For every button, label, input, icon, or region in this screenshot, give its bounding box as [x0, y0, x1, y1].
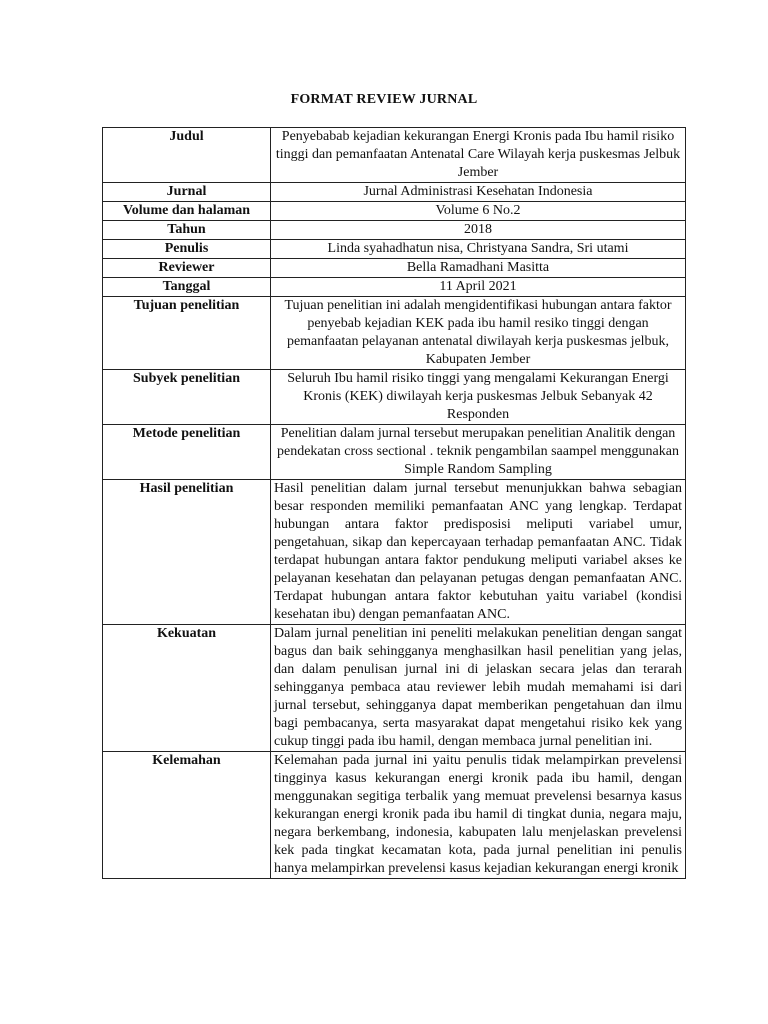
- row-value: Penelitian dalam jurnal tersebut merupakan penelitian Analitik dengan pendekatan cross sectional . teknik pengambilan saampel menggunakan Simple Random Sampling: [271, 425, 686, 480]
- table-row-judul: [103, 128, 686, 183]
- table-row-kekuatan: [103, 625, 686, 752]
- row-label: Reviewer: [103, 259, 271, 278]
- row-label: Subyek penelitian: [103, 370, 271, 425]
- row-value: Penyebabab kejadian kekurangan Energi Kronis pada Ibu hamil risiko tinggi dan pemanfaatan Antenatal Care Wilayah kerja puskesmas Jelbuk Jember: [271, 128, 686, 183]
- table-row-tanggal: [103, 278, 686, 297]
- row-value: Hasil penelitian dalam jurnal tersebut menunjukkan bahwa sebagian besar responden memiliki pemanfaatan ANC yang lengkap. Terdapat hubungan antara faktor predisposisi meliputi variabel umur, pengetahuan, sikap dan kepercayaan terhadap pemanfaatan ANC. Tidak terdapat hubungan antara faktor pendukung meliputi variabel akses ke pelayanan kesehatan dan pelayanan petugas dengan pemanfaatan ANC. Terdapat hubungan antara faktor kebutuhan yaitu variabel (kondisi kesehatan ibu) dengan pemanfaatan ANC.: [271, 480, 686, 625]
- row-label: Kelemahan: [103, 752, 271, 879]
- table-row-volume: [103, 202, 686, 221]
- row-label: Hasil penelitian: [103, 480, 271, 625]
- row-label: Judul: [103, 128, 271, 183]
- row-value: Dalam jurnal penelitian ini peneliti melakukan penelitian dengan sangat bagus dan baik sehingganya menghasilkan hasil penelitian yang jelas, dan dalam penulisan jurnal ini di jelaskan secara jelas dan terarah sehingganya pembaca atau reviewer lebih mudah memahami isi dari jurnal tersebut, sehingganya dapat memberikan pengetahuan dan ilmu bagi pembacanya, serta masyarakat dapat mengetahui risiko kek yang cukup tinggi pada ibu hamil, dengan membaca jurnal penelitian ini.: [271, 625, 686, 752]
- row-value: Volume 6 No.2: [271, 202, 686, 221]
- table-row-subyek: [103, 370, 686, 425]
- row-label: Volume dan halaman: [103, 202, 271, 221]
- row-value: Jurnal Administrasi Kesehatan Indonesia: [271, 183, 686, 202]
- row-value: Seluruh Ibu hamil risiko tinggi yang mengalami Kekurangan Energi Kronis (KEK) diwilayah kerja puskesmas Jelbuk Sebanyak 42 Responden: [271, 370, 686, 425]
- table-row-reviewer: [103, 259, 686, 278]
- table-row-hasil: [103, 480, 686, 625]
- row-label: Tahun: [103, 221, 271, 240]
- row-value: Bella Ramadhani Masitta: [271, 259, 686, 278]
- table-row-penulis: [103, 240, 686, 259]
- row-label: Metode penelitian: [103, 425, 271, 480]
- row-value: Tujuan penelitian ini adalah mengidentifikasi hubungan antara faktor penyebab kejadian KEK pada ibu hamil resiko tinggi dengan pemanfaatan pelayanan antenatal diwilayah kerja puskesmas jelbuk, Kabupaten Jember: [271, 297, 686, 370]
- row-value: 2018: [271, 221, 686, 240]
- table-row-tujuan: [103, 297, 686, 370]
- row-value: Linda syahadhatun nisa, Christyana Sandra, Sri utami: [271, 240, 686, 259]
- row-value: Kelemahan pada jurnal ini yaitu penulis tidak melampirkan prevelensi tingginya kasus kekurangan energi kronik pada ibu hamil, dengan menggunakan segitiga terbalik yang memuat prevelensi besarnya kasus kekurangan energi kronik pada ibu hamil di tingkat dunia, negara maju, negara berkembang, indonesia, kabupaten lalu menjelaskan prevelensi kek pada tingkat kecamatan kota, pada jurnal penelitian ini penulis hanya melampirkan prevelensi kasus kejadian kekurangan energi kronik: [271, 752, 686, 879]
- table-row-metode: [103, 425, 686, 480]
- table-row-jurnal: [103, 183, 686, 202]
- document-title: FORMAT REVIEW JURNAL: [290, 92, 478, 107]
- row-label: Kekuatan: [103, 625, 271, 752]
- table-row-tahun: [103, 221, 686, 240]
- row-label: Jurnal: [103, 183, 271, 202]
- review-table: [102, 127, 686, 879]
- row-value: 11 April 2021: [271, 278, 686, 297]
- row-label: Penulis: [103, 240, 271, 259]
- row-label: Tanggal: [103, 278, 271, 297]
- row-label: Tujuan penelitian: [103, 297, 271, 370]
- table-row-kelemahan: [103, 752, 686, 879]
